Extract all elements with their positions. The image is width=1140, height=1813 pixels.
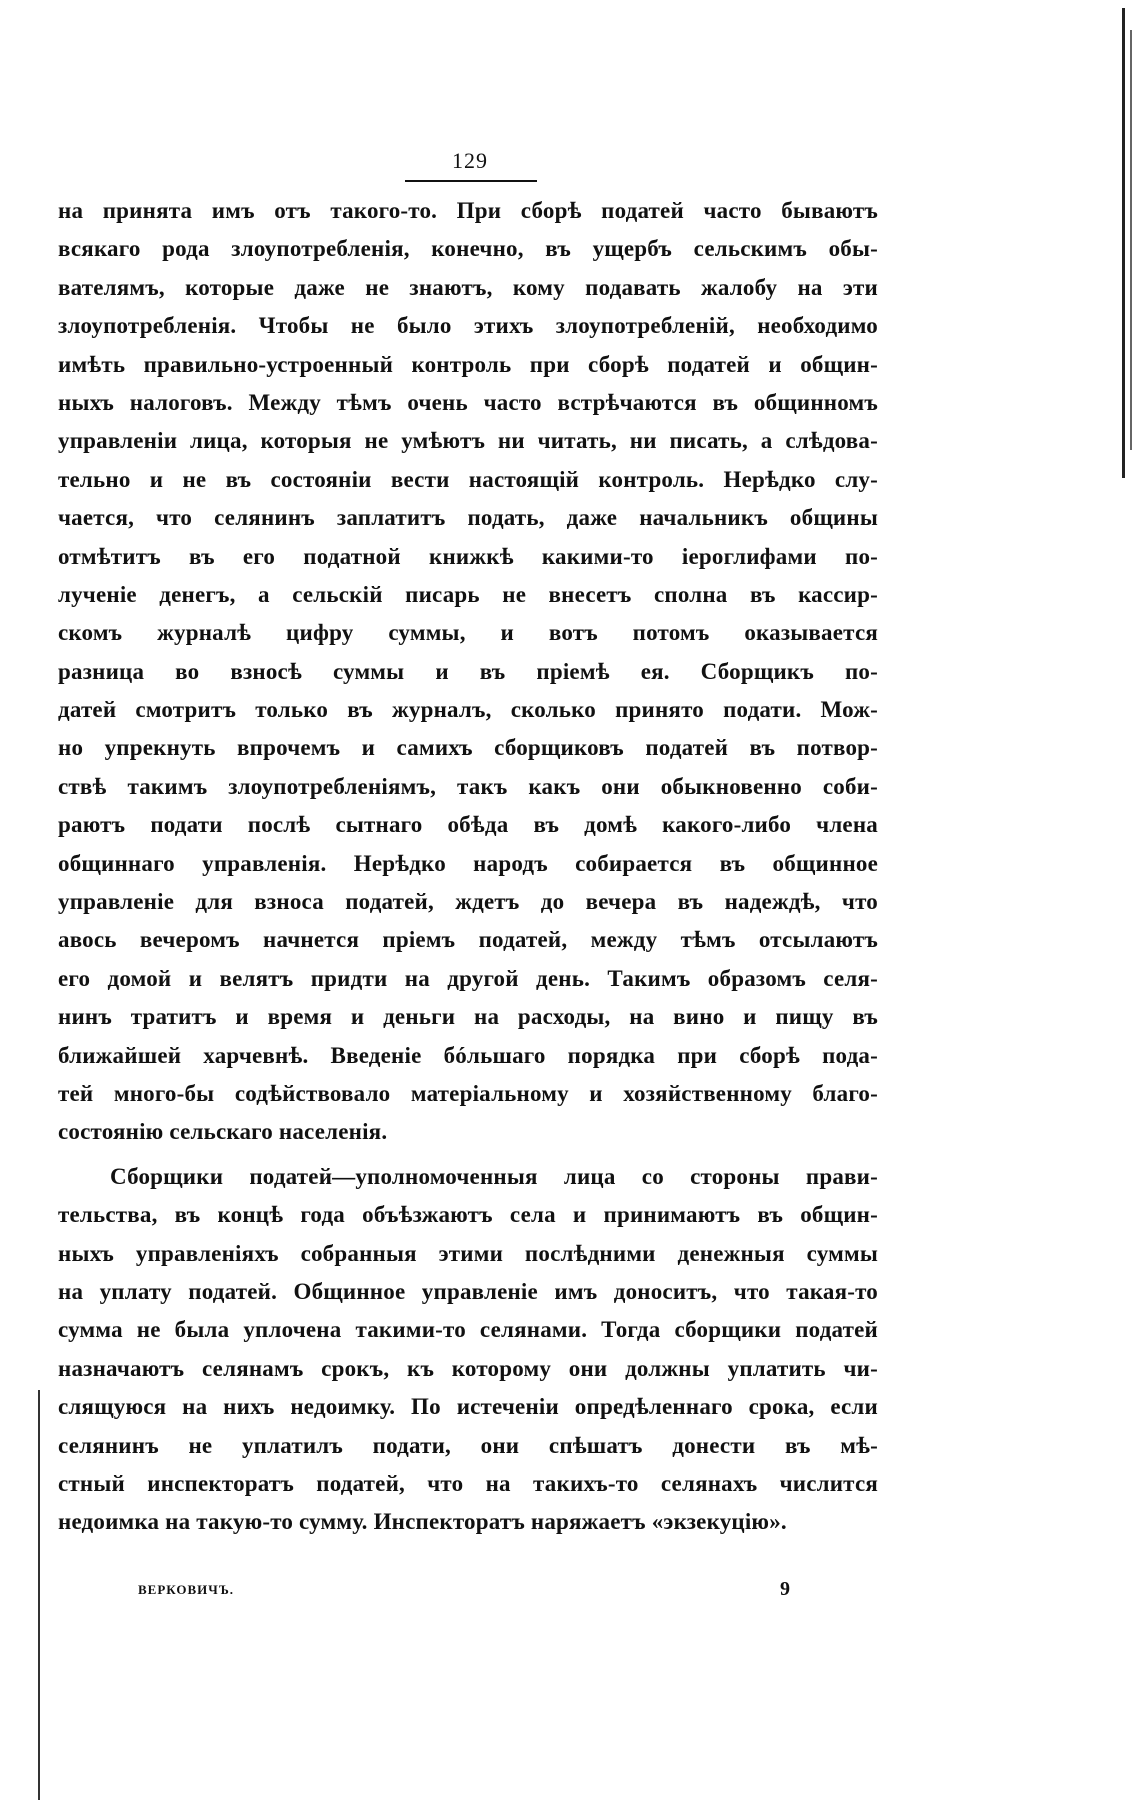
scan-edge-right	[1122, 8, 1125, 478]
text-line: ныхъ налоговъ. Между тѣмъ очень часто встрѣчаются въ общинномъ	[58, 389, 878, 415]
text-line: его домой и велятъ придти на другой день. Такимъ образомъ селя-	[58, 965, 878, 991]
body-text	[58, 192, 878, 1542]
text-line: всякаго рода злоупотребленія, конечно, въ ущербъ сельскимъ обы-	[58, 236, 878, 262]
text-line: Сборщики податей—уполномоченныя лица со стороны прави-	[110, 1163, 878, 1189]
text-line: тей много-бы содѣйствовало матеріальному и хозяйственному благо-	[58, 1080, 878, 1106]
text-line: тельства, въ концѣ года объѣзжаютъ села и принимаютъ въ общин-	[58, 1202, 878, 1228]
text-line: чается, что селянинъ заплатитъ подать, даже начальникъ общины	[58, 505, 878, 531]
page-number: 129	[452, 148, 488, 173]
text-line: общиннаго управленія. Нерѣдко народъ собирается въ общинное	[58, 850, 878, 876]
text-line: тельно и не въ состояніи вести настоящій контроль. Нерѣдко слу-	[58, 466, 878, 492]
scan-edge-right-secondary	[1130, 30, 1132, 450]
text-line: датей смотритъ только въ журналъ, сколько принято подати. Мож-	[58, 697, 878, 723]
text-line: имѣть правильно-устроенный контроль при сборѣ податей и общин-	[58, 351, 878, 377]
text-line: злоупотребленія. Чтобы не было этихъ злоупотребленій, необходимо	[58, 313, 878, 339]
text-line: назначаютъ селянамъ срокъ, къ которому они должны уплатить чи-	[58, 1355, 878, 1381]
text-line: скомъ журналѣ цифру суммы, и вотъ потомъ оказывается	[58, 620, 878, 646]
signature-number: 9	[780, 1578, 790, 1600]
text-line: разница во взносѣ суммы и въ пріемѣ ея. Сборщикъ по-	[58, 658, 878, 684]
text-line: лученіе денегъ, а сельскій писарь не внесетъ сполна въ кассир-	[58, 581, 878, 607]
paragraph	[58, 1158, 878, 1542]
text-line: сумма не была уплочена такими-то селянами. Тогда сборщики податей	[58, 1317, 878, 1343]
text-line: вателямъ, которые даже не знаютъ, кому подавать жалобу на эти	[58, 274, 878, 300]
text-line: нинъ тратитъ и время и деньги на расходы, на вино и пищу въ	[58, 1004, 878, 1030]
text-line: стный инспекторатъ податей, что на такихъ-то селянахъ числится	[58, 1470, 878, 1496]
page-number-rule	[405, 180, 537, 182]
signature-mark: ВЕРКОВИЧЪ.	[138, 1582, 235, 1597]
text-line: ствѣ такимъ злоупотребленіямъ, такъ какъ они обыкновенно соби-	[58, 773, 878, 799]
text-line: управленіе для взноса податей, ждетъ до вечера въ надеждѣ, что	[58, 889, 878, 915]
text-line: отмѣтитъ въ его податной книжкѣ какими-то іероглифами по-	[58, 543, 878, 569]
text-line: недоимка на такую-то сумму. Инспекторатъ наряжаетъ «экзекуцію».	[58, 1509, 787, 1535]
page-footer	[80, 1578, 840, 1612]
text-line: селянинъ не уплатилъ подати, они спѣшатъ донести въ мѣ-	[58, 1432, 878, 1458]
text-line: состоянію сельскаго населенія.	[58, 1119, 388, 1145]
text-line: авось вечеромъ начнется пріемъ податей, между тѣмъ отсылаютъ	[58, 927, 878, 953]
text-line: слящуюся на нихъ недоимку. По истеченіи опредѣленнаго срока, если	[58, 1394, 878, 1420]
paragraph	[58, 192, 878, 1152]
scan-edge-left	[38, 1390, 40, 1800]
text-line: на уплату податей. Общинное управленіе имъ доноситъ, что такая-то	[58, 1278, 878, 1304]
text-line: на принята имъ отъ такого-то. При сборѣ податей часто бываютъ	[58, 198, 878, 223]
text-line: раютъ подати послѣ сытнаго обѣда въ домѣ какого-либо члена	[58, 812, 878, 838]
text-line: ближайшей харчевнѣ. Введеніе бóльшаго порядка при сборѣ пода-	[58, 1042, 878, 1068]
text-line: управленіи лица, которыя не умѣютъ ни читать, ни писать, а слѣдова-	[58, 428, 878, 454]
text-line: но упрекнуть впрочемъ и самихъ сборщиковъ податей въ потвор-	[58, 735, 878, 761]
text-line: ныхъ управленіяхъ собранныя этими послѣдними денежныя суммы	[58, 1240, 878, 1266]
